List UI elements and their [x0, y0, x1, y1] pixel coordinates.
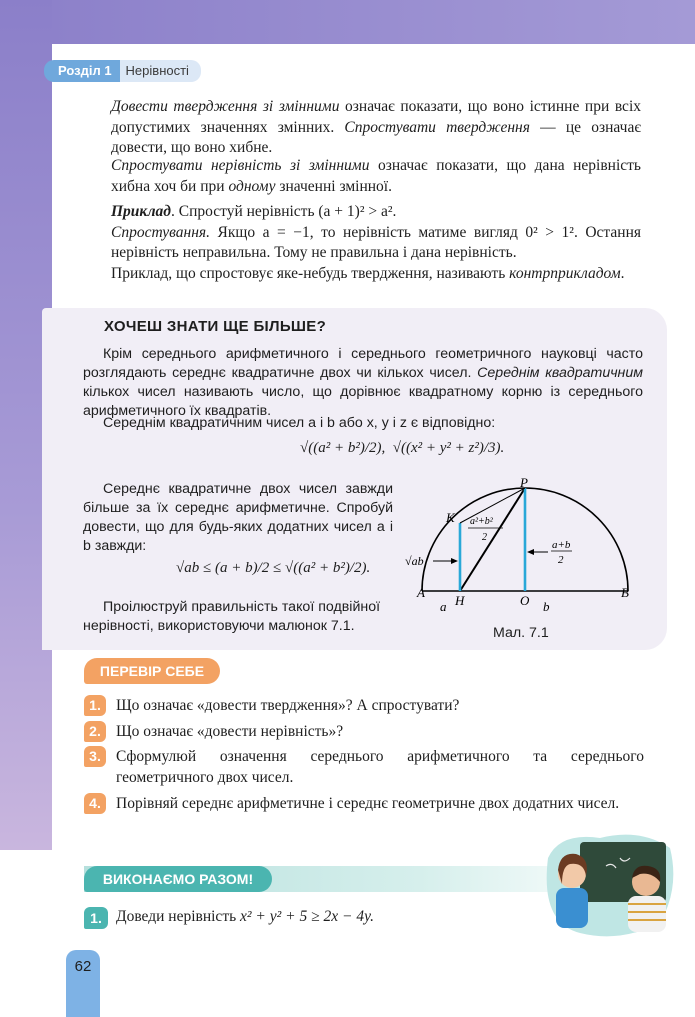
label-O: O: [520, 593, 530, 608]
question-text: Що означає «довести нерівність»?: [116, 723, 344, 740]
label-b: b: [543, 599, 550, 614]
label-H: H: [455, 593, 465, 608]
intro-paragraph-2-wrap: [111, 156, 641, 197]
example-wrap: [111, 202, 641, 284]
know-more-title: ХОЧЕШ ЗНАТИ ЩЕ БІЛЬШЕ?: [104, 318, 327, 335]
intro-paragraph-2: Спростувати нерівність зі змінними означає показати, що дана нерівність хибна хоч би при одному значенні змінної.: [111, 157, 641, 195]
label-rms-num: a²+b²: [470, 516, 493, 527]
check-yourself-title: ПЕРЕВІР СЕБЕ: [84, 658, 220, 684]
know-more-paragraph-2: Середнім квадратичним чисел a і b або x, y і z є відповідно:: [103, 415, 496, 431]
know-more-paragraph-3: Середнє квадратичне двох чисел завжди більше за їх середнє арифметичне. Спробуй довести, що для будь-яких додатних чисел a і b завжди:: [83, 481, 393, 554]
label-sqrt-ab: √ab: [405, 554, 424, 568]
label-B: B: [621, 585, 629, 600]
question-4: [84, 793, 644, 814]
label-half-sum-den: 2: [558, 554, 564, 566]
label-rms-den: 2: [482, 532, 487, 543]
refutation: Спростування. Якщо a = −1, то нерівність матиме вигляд 0² > 1². Остання нерівність неправильна. Тому не правильна і дана нерівність.: [111, 223, 641, 261]
question-number: 3.: [84, 746, 106, 767]
intro-text: [111, 97, 641, 159]
label-K: K: [446, 510, 455, 525]
arrowhead-half-sum: [527, 549, 534, 555]
formula-double-inequality: √ab ≤ (a + b)/2 ≤ √((a² + b²)/2).: [176, 560, 371, 576]
section-title: Нерівності: [120, 60, 201, 82]
page-number: 62: [66, 950, 100, 1017]
label-a: a: [440, 599, 447, 614]
header-band: [0, 0, 695, 48]
label-half-sum-num: a+b: [552, 539, 571, 551]
intro-paragraph-3: Приклад, що спростовує яке-небудь твердження, називають контрприкладом.: [111, 264, 625, 282]
arrowhead-sqrt-ab: [451, 558, 458, 564]
label-P: P: [520, 475, 528, 490]
intro-paragraph-1: Довести твердження зі змінними означає показати, що воно істинне при всіх допустимих значеннях змінних. Спростувати твердження — це означає довести, що воно хибне.: [111, 98, 641, 156]
together-title: ВИКОНАЄМО РАЗОМ!: [84, 866, 272, 892]
label-A: A: [417, 585, 425, 600]
figure-caption: Мал. 7.1: [493, 625, 549, 641]
question-number: 4.: [84, 793, 106, 814]
example: Приклад. Спростуй нерівність (a + 1)² > a².: [111, 203, 397, 220]
question-text: Сформулюй означення середнього арифметичного та середнього геометричного двох чисел.: [116, 748, 644, 786]
question-text: Що означає «довести твердження»? А спростувати?: [116, 697, 460, 714]
question-number: 2.: [84, 721, 106, 742]
question-text: Порівняй середнє арифметичне і середнє геометричне двох додатних чисел.: [116, 795, 620, 812]
question-3: [84, 746, 644, 788]
know-more-paragraph-1: Крім середнього арифметичного і середнього геометричного науковці часто розглядають середнє квадратичне двох чи кількох чисел. Середнім квадратичним кількох чисел називають число, що дорівнює квадратному корню із середнього арифметичного їх квадратів.: [83, 346, 643, 419]
question-number: 1.: [84, 695, 106, 716]
figure-7-1: [400, 475, 640, 620]
section-tab: [44, 60, 201, 82]
formula-rms: √((a² + b²)/2), √((x² + y² + z²)/3).: [300, 440, 505, 456]
students-photo: [540, 828, 680, 940]
know-more-paragraph-4: Проілюструй правильність такої подвійної нерівності, використовуючи малюнок 7.1.: [83, 599, 381, 634]
task-number: 1.: [84, 907, 108, 929]
question-2: [84, 721, 644, 742]
task-1: Доведи нерівність x² + y² + 5 ≥ 2x − 4y.: [116, 908, 374, 925]
question-1: [84, 695, 644, 716]
section-number: Розділ 1: [44, 60, 120, 82]
